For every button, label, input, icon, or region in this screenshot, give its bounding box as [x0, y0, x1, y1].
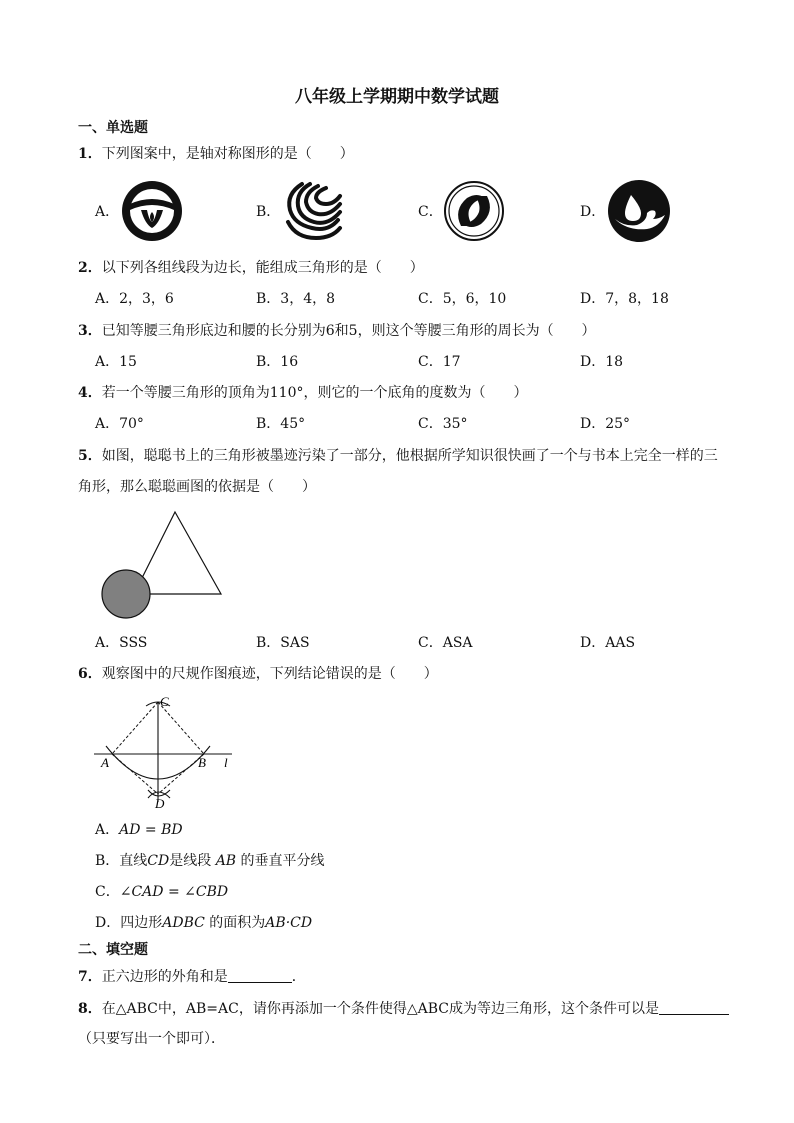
q3-option-d: D．18 — [580, 354, 624, 370]
fig-label-d: D — [155, 796, 165, 811]
question-number: 8． — [78, 1001, 102, 1017]
q3-option-b: B．16 — [256, 354, 299, 370]
ink-blot-triangle-figure — [100, 510, 225, 622]
question-6 — [78, 665, 438, 683]
question-text: 以下列各组线段为边长，能组成三角形的是（ ） — [101, 260, 424, 276]
option-prefix: D．四边形 — [95, 915, 163, 931]
question-7 — [78, 968, 306, 986]
q2-option-c: C．5，6，10 — [418, 291, 507, 307]
question-number: 3． — [78, 323, 102, 339]
option-math: ∠CAD = ∠CBD — [119, 884, 229, 900]
ruler-compass-construction-figure — [92, 694, 237, 812]
question-text-line1: 在△ABC中，AB=AC，请你再添加一个条件使得△ABC成为等边三角形，这个条件可以是 — [101, 1001, 659, 1017]
question-number: 1． — [78, 146, 102, 162]
page-title: 八年级上学期期中数学试题 — [295, 87, 499, 107]
q4-option-c: C．35° — [418, 416, 468, 432]
q2-option-d: D．7，8，18 — [580, 291, 669, 307]
answer-blank[interactable] — [228, 968, 292, 983]
logo-d-icon — [607, 179, 671, 243]
q1-option-d-label: D． — [580, 204, 606, 220]
question-5-line2: 角形，那么聪聪画图的依据是（ ） — [78, 479, 316, 495]
option-prefix: B．直线 — [95, 853, 148, 869]
section-heading-single-choice: 一、单选题 — [78, 120, 148, 136]
q5-option-a: A．SSS — [95, 635, 148, 651]
question-text: 正六边形的外角和是 — [101, 969, 228, 985]
question-8 — [78, 1000, 729, 1018]
option-text: 的面积为 — [209, 915, 266, 931]
option-prefix: A． — [95, 822, 120, 838]
fig-label-a: A — [101, 755, 109, 770]
question-number: 6． — [78, 666, 102, 682]
q3-option-c: C．17 — [418, 354, 461, 370]
q6-option-d — [95, 914, 312, 932]
question-text: 观察图中的尺规作图痕迹，下列结论错误的是（ ） — [101, 666, 438, 682]
q4-option-a: A．70° — [95, 416, 144, 432]
question-text: 若一个等腰三角形的顶角为110°，则它的一个底角的度数为（ ） — [101, 385, 528, 401]
logo-b-icon — [282, 180, 344, 242]
question-text-line1: 如图，聪聪书上的三角形被墨迹污染了一部分，他根据所学知识很快画了一个与书本上完全一样的三 — [101, 448, 718, 464]
question-number: 2． — [78, 260, 102, 276]
q6-option-c — [95, 883, 228, 901]
option-math: ADBC — [162, 915, 205, 931]
question-3 — [78, 322, 596, 340]
q2-option-a: A．2，3，6 — [95, 291, 174, 307]
fig-label-l: l — [224, 755, 228, 770]
question-text: 已知等腰三角形底边和腰的长分别为6和5，则这个等腰三角形的周长为（ ） — [101, 323, 596, 339]
question-5 — [78, 447, 718, 465]
question-4 — [78, 384, 527, 402]
option-math: AB — [215, 853, 237, 869]
option-text: 的垂直平分线 — [240, 853, 325, 869]
fig-label-b: B — [198, 755, 206, 770]
option-math: CD — [147, 853, 170, 869]
question-number: 5． — [78, 448, 102, 464]
q4-option-d: D．25° — [580, 416, 631, 432]
option-math: AB·CD — [265, 915, 313, 931]
option-math: AD = BD — [119, 822, 183, 838]
option-text: 是线段 — [169, 853, 212, 869]
q1-option-c-label: C． — [418, 204, 443, 220]
q6-option-b — [95, 852, 325, 870]
question-1 — [78, 145, 354, 163]
q4-option-b: B．45° — [256, 416, 306, 432]
logo-c-icon — [443, 180, 505, 242]
q5-option-b: B．SAS — [256, 635, 310, 651]
q6-option-a — [95, 821, 183, 839]
fig-label-c: C — [160, 694, 169, 709]
question-text: 下列图案中，是轴对称图形的是（ ） — [101, 146, 354, 162]
question-8-line2: （只要写出一个即可）． — [78, 1031, 225, 1047]
question-tail: ． — [291, 969, 306, 985]
answer-blank[interactable] — [659, 1000, 729, 1015]
q5-option-d: D．AAS — [580, 635, 636, 651]
section-heading-fill-blank: 二、填空题 — [78, 942, 148, 958]
logo-a-icon — [121, 180, 183, 242]
question-number: 4． — [78, 385, 102, 401]
question-2 — [78, 259, 424, 277]
q1-option-a-label: A． — [95, 204, 120, 220]
q1-option-b-label: B． — [256, 204, 281, 220]
q5-option-c: C．ASA — [418, 635, 473, 651]
q2-option-b: B．3，4，8 — [256, 291, 336, 307]
question-number: 7． — [78, 969, 102, 985]
q3-option-a: A．15 — [95, 354, 137, 370]
option-prefix: C． — [95, 884, 120, 900]
